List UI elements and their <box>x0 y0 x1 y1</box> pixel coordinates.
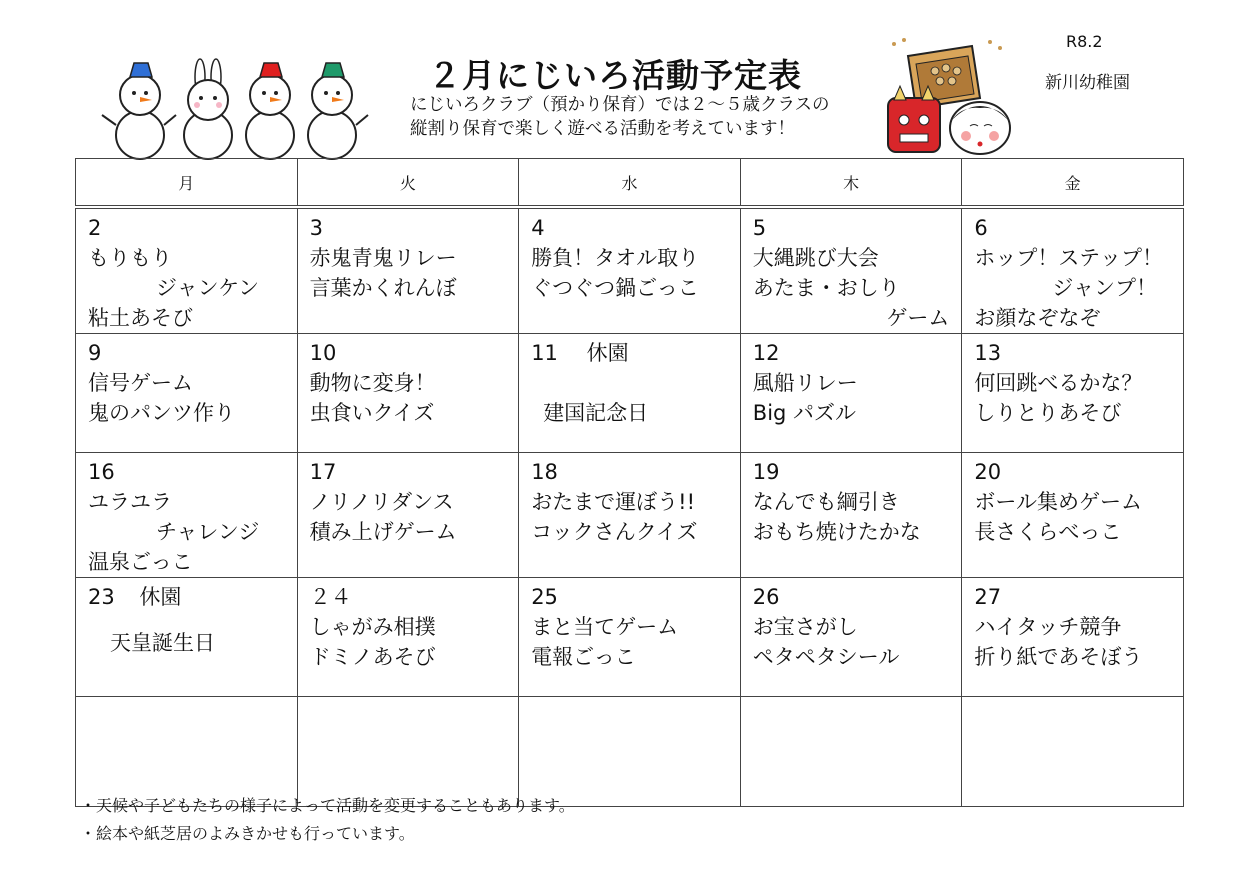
week-row <box>76 334 1184 453</box>
activity: ドミノあそび <box>309 645 436 669</box>
activity: ジャンプ！ <box>1052 276 1157 300</box>
footnote: ・天候や子どもたちの様子によって活動を変更することもあります。 <box>80 796 575 815</box>
date-code: R8.2 <box>1066 32 1103 51</box>
day-cell <box>297 578 519 697</box>
day-cell <box>76 207 298 334</box>
day-number: 12 <box>752 341 780 365</box>
weekday-fri: 金 <box>962 159 1184 208</box>
day-cell <box>740 207 962 334</box>
activity: あたま・おしり <box>752 276 900 300</box>
day-cell <box>519 334 741 453</box>
weekday-thu: 木 <box>740 159 962 208</box>
activity: 風船リレー <box>752 371 858 395</box>
day-number: 10 <box>309 341 337 365</box>
day-number: 18 <box>531 460 558 484</box>
activity: 勝負！タオル取り <box>531 246 700 270</box>
activity: お顔なぞなぞ <box>974 306 1101 330</box>
activity: 鬼のパンツ作り <box>88 401 235 425</box>
activity: 虫食いクイズ <box>309 401 435 425</box>
empty-cell <box>76 697 298 807</box>
day-number: 9 <box>88 341 102 365</box>
day-number: ２４ <box>309 585 352 609</box>
day-cell <box>519 453 741 578</box>
day-number: 4 <box>531 216 545 240</box>
day-header <box>531 338 728 368</box>
activity: ボール集めゲーム <box>974 490 1142 514</box>
activity: 何回跳べるかな？ <box>974 371 1143 395</box>
activity-calendar <box>75 158 1184 807</box>
snowman-blue-bucket-icon <box>102 63 176 159</box>
activity: しりとりあそび <box>974 401 1122 425</box>
spacer <box>531 368 728 398</box>
snowmen-illustration <box>98 55 373 160</box>
activity: お宝さがし <box>752 615 858 639</box>
okame-mask-icon <box>950 102 1010 154</box>
day-cell <box>76 578 298 697</box>
activity: ユラユラ <box>88 490 172 514</box>
activity: 信号ゲーム <box>88 371 193 395</box>
day-number: 11 <box>531 341 558 365</box>
activity: 大縄跳び大会 <box>752 246 879 270</box>
day-cell <box>76 453 298 578</box>
empty-week-row <box>76 697 1184 807</box>
week-row <box>76 578 1184 697</box>
weekday-wed: 水 <box>519 159 741 208</box>
day-cell <box>297 334 519 453</box>
activity: 赤鬼青鬼リレー <box>309 246 457 270</box>
day-cell <box>519 207 741 334</box>
closed-label: 休園 <box>586 341 629 365</box>
activity: おもち焼けたかな <box>752 520 921 544</box>
empty-cell <box>740 697 962 807</box>
subtitle-line-2: 縦割り保育で楽しく遊べる活動を考えています！ <box>410 119 795 139</box>
activity: 温泉ごっこ <box>88 550 193 574</box>
day-cell <box>962 207 1184 334</box>
activity: ハイタッチ競争 <box>974 615 1122 639</box>
school-name: 新川幼稚園 <box>1045 73 1130 93</box>
day-cell <box>519 578 741 697</box>
activity: 言葉かくれんぼ <box>309 276 457 300</box>
activity: ぐつぐつ鍋ごっこ <box>531 276 699 300</box>
activity: ノリノリダンス <box>309 490 454 514</box>
weekday-mon: 月 <box>76 159 298 208</box>
day-number: 6 <box>974 216 988 240</box>
snowman-red-bucket-icon <box>246 63 294 159</box>
day-cell <box>962 334 1184 453</box>
page-title: ２月にじいろ活動予定表 <box>428 56 802 95</box>
activity: おたまで運ぼう!! <box>531 490 696 514</box>
activity: 粘土あそび <box>88 306 193 330</box>
day-number: 17 <box>309 460 337 484</box>
day-number: 2 <box>88 216 102 240</box>
day-number: 5 <box>752 216 767 240</box>
day-cell <box>297 453 519 578</box>
day-number: 13 <box>974 341 1002 365</box>
page-subtitle <box>410 93 829 141</box>
day-cell <box>740 453 962 578</box>
activity: チャレンジ <box>156 520 260 544</box>
empty-cell <box>519 697 741 807</box>
day-cell <box>297 207 519 334</box>
footnote: ・絵本や紙芝居のよみきかせも行っています。 <box>80 824 415 843</box>
week-row <box>76 453 1184 578</box>
holiday-name: 天皇誕生日 <box>110 631 215 655</box>
day-header <box>88 582 285 612</box>
week-row <box>76 207 1184 334</box>
spacer <box>88 612 285 628</box>
holiday-name: 建国記念日 <box>543 401 649 425</box>
day-cell <box>740 578 962 697</box>
day-number: 20 <box>974 460 1002 484</box>
closed-label: 休園 <box>139 585 182 609</box>
activity: しゃがみ相撲 <box>309 615 436 639</box>
activity: 動物に変身！ <box>309 371 436 395</box>
activity: Big パズル <box>752 401 857 425</box>
activity: なんでも綱引き <box>752 490 900 514</box>
day-number: 23 <box>88 585 115 609</box>
activity: ペタペタシール <box>752 645 900 669</box>
activity: 電報ごっこ <box>531 645 636 669</box>
empty-cell <box>962 697 1184 807</box>
activity: まと当てゲーム <box>531 615 679 639</box>
empty-cell <box>297 697 519 807</box>
day-number: 25 <box>531 585 558 609</box>
snow-rabbit-icon <box>184 59 232 159</box>
day-number: 26 <box>752 585 780 609</box>
day-number: 27 <box>974 585 1002 609</box>
setsubun-illustration <box>880 36 1020 158</box>
subtitle-line-1: にじいろクラブ（預かり保育）では２～５歳クラスの <box>410 95 830 115</box>
snowman-green-bucket-icon <box>308 63 368 159</box>
activity: もりもり <box>88 246 172 270</box>
day-cell <box>740 334 962 453</box>
day-cell <box>962 453 1184 578</box>
day-cell <box>962 578 1184 697</box>
activity: 積み上げゲーム <box>309 520 457 544</box>
footnotes <box>80 792 575 848</box>
activity: ジャンケン <box>156 276 260 300</box>
activity: コックさんクイズ <box>531 520 698 544</box>
day-number: 3 <box>309 216 323 240</box>
activity: 長さくらべっこ <box>974 520 1122 544</box>
weekday-tue: 火 <box>297 159 519 208</box>
activity: 折り紙であそぼう <box>974 645 1143 669</box>
weekday-header-row <box>76 159 1184 208</box>
day-number: 16 <box>88 460 115 484</box>
day-cell <box>76 334 298 453</box>
day-number: 19 <box>752 460 780 484</box>
activity: ホップ！ステップ！ <box>974 246 1163 270</box>
activity: ゲーム <box>886 306 950 330</box>
